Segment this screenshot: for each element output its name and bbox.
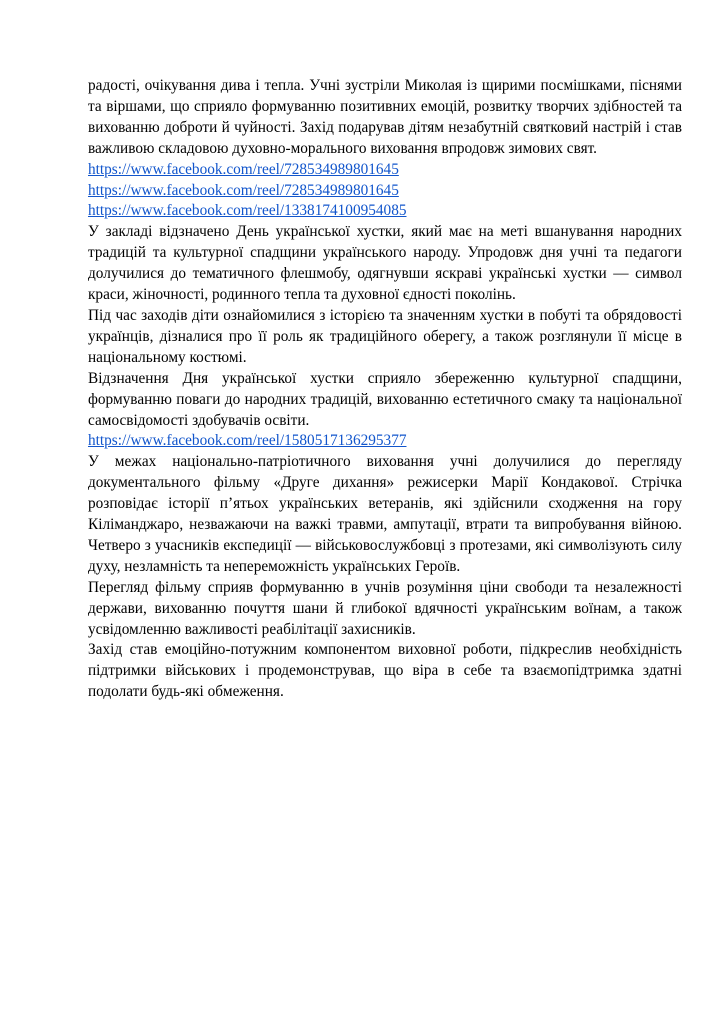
facebook-reel-link-4[interactable]: https://www.facebook.com/reel/1580517136295377 xyxy=(88,432,407,450)
facebook-reel-link-2[interactable]: https://www.facebook.com/reel/728534989801645 xyxy=(88,181,399,199)
facebook-reel-link-1[interactable]: https://www.facebook.com/reel/728534989801645 xyxy=(88,160,399,178)
paragraph-film-screening: У межах національно-патріотичного виховання учні долучилися до перегляду документального фільму «Друге дихання» режисерки Марії Кондакової. Стрічка розповідає історії п’ятьох українських ветеранів, які здійснили сходження на гору Кіліманджаро, незважаючи на важкі травми, ампутації, втрати та випробування війною. Четверо з учасників експедиції — військовослужбовці з протезами, які символізують силу духу, незламність та непереможність українських Героїв. xyxy=(88,453,682,575)
paragraph-event-conclusion: Захід став емоційно-потужним компонентом виховної роботи, підкреслив необхідність підтримки військових і продемонстрував, що віра в себе та взаємопідтримка здатні подолати будь-які обмеження. xyxy=(88,641,682,701)
paragraph-st-nicholas-day: радості, очікування дива і тепла. Учні зустріли Миколая із щирими посмішками, піснями та віршами, що сприяло формуванню позитивних емоцій, розвитку творчих здібностей та вихованню доброти й чуйності. Захід подарував дітям незабутній святковий настрій і став важливою складовою духовно-морального виховання впродовж зимових свят. xyxy=(88,77,682,157)
paragraph-scarf-significance: Відзначення Дня української хустки сприяло збереженню культурної спадщини, формуванню поваги до народних традицій, вихованню естетичного смаку та національної самосвідомості здобувачів освіти. xyxy=(88,369,682,429)
paragraph-scarf-history: Під час заходів діти ознайомилися з історією та значенням хустки в побуті та обрядовості українців, дізналися про її роль як традиційного оберегу, а також розглянули її місце в національному костюмі. xyxy=(88,306,682,366)
paragraph-scarf-day-intro: У закладі відзначено День української хустки, який має на меті вшанування народних традицій та культурної спадщини українського народу. Упродовж дня учні та педагоги долучилися до тематичного флешмобу, одягнувши яскраві українські хустки — символ краси, жіночності, родинного тепла та духовної єдності поколінь. xyxy=(88,223,682,304)
facebook-reel-link-3[interactable]: https://www.facebook.com/reel/1338174100954085 xyxy=(88,202,407,220)
paragraph-film-impact: Перегляд фільму сприяв формуванню в учнів розуміння ціни свободи та незалежності держави, вихованню почуття шани й глибокої вдячності українським воїнам, а також усвідомленню важливості реабілітації захисників. xyxy=(88,578,682,638)
document-body xyxy=(88,76,682,703)
